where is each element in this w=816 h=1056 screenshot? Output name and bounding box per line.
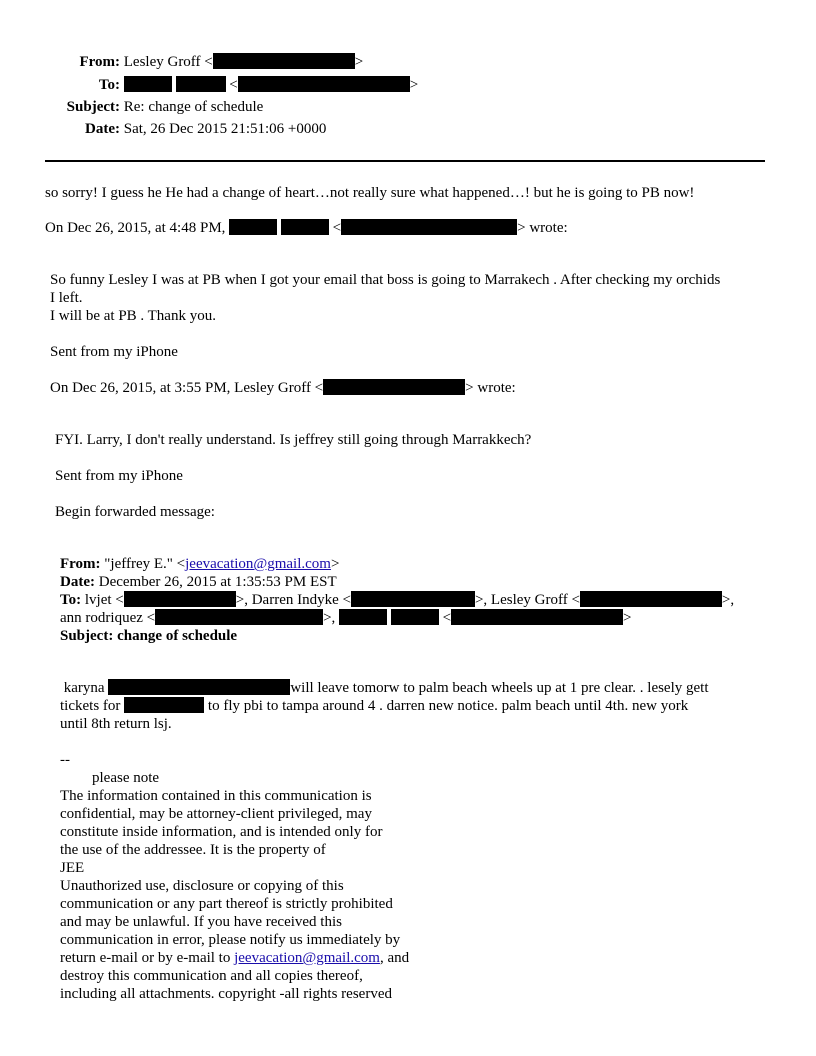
signature-line: confidential, may be attorney-client privileged, may [60,806,372,822]
fwd-date-row [60,573,337,591]
fwd-body-part: tickets for [60,698,121,714]
reply1-attrib-prefix: On Dec 26, 2015, at 4:48 PM, [45,220,226,236]
fwd-date-label: Date: [60,574,95,590]
reply1-body: so sorry! I guess he He had a change of heart…not really sure what happened…! but he is going to PB now! [45,185,695,201]
reply1-attrib-suffix: > wrote: [517,220,568,236]
reply2-attrib-prefix: On Dec 26, 2015, at 3:55 PM, Lesley Groff < [50,380,324,396]
redaction-box [124,76,172,92]
redaction-box [124,697,204,713]
signature-line: communication in error, please notify us immediately by [60,932,401,948]
reply2-line1: So funny Lesley I was at PB when I got your email that boss is going to Marrakech . After checking my orchids [50,272,721,288]
reply1-attrib-lt: < [328,220,342,236]
header-from-end: > [354,54,364,70]
fwd-subject-row [60,627,237,645]
header-divider [45,160,765,162]
header-subject-label: Subject: [66,99,120,115]
signature-line: and may be unlawful. If you have received this [60,914,342,930]
redaction-box [176,76,226,92]
signature-line: constitute inside information, and is intended only for [60,824,383,840]
signature-dashes: -- [60,752,70,768]
fwd-from-row [60,555,339,573]
redaction-box [451,609,623,625]
fwd-body-part: will leave tomorw to palm beach wheels up at 1 pre clear. . lesely gett [290,680,709,696]
fwd-from-label: From: [60,556,101,572]
reply2-attribution [50,379,516,397]
header-from-value: Lesley Groff < [123,54,213,70]
redaction-box [580,591,722,607]
fwd-to-part: >, Lesley Groff < [474,592,580,608]
fwd-from-end: > [330,556,340,572]
fwd-to-part: < [438,610,452,626]
signature-line: Unauthorized use, disclosure or copying of this [60,878,344,894]
header-from-row [42,53,363,71]
signature-line: destroy this communication and all copies thereof, [60,968,363,984]
signature-note: please note [92,770,160,786]
redaction-box [341,219,517,235]
header-date-row [42,120,326,138]
redaction-box [213,53,355,69]
header-date-value: Sat, 26 Dec 2015 21:51:06 +0000 [123,121,327,137]
signature-line: communication or any part thereof is strictly prohibited [60,896,393,912]
fwd-to-label: To: [60,592,82,608]
fwd-to-part: > [623,610,632,626]
reply1-attribution [45,219,568,237]
fwd-body-part: to fly pbi to tampa around 4 . darren new notice. palm beach until 4th. new york [207,698,689,714]
header-to-lt: < [225,77,238,93]
redaction-box [339,609,387,625]
fwd-to-row-2 [60,609,632,627]
signature-line: The information contained in this communication is [60,788,372,804]
fwd-date-value: December 26, 2015 at 1:35:53 PM EST [98,574,337,590]
header-to-end: > [409,77,419,93]
fwd-subject-value: change of schedule [117,628,238,644]
signature-return-prefix: return e-mail or by e-mail to [60,950,235,966]
signature-line: the use of the addressee. It is the property of [60,842,326,858]
fwd-from-email-link[interactable]: jeevacation@gmail.com [185,556,331,572]
signature-return-suffix: , and [379,950,410,966]
reply2-line2: I left. [50,290,83,306]
header-subject-row [42,98,263,116]
reply2-line3: I will be at PB . Thank you. [50,308,216,324]
signature-line: including all attachments. copyright -all rights reserved [60,986,392,1002]
reply3-begin-forwarded: Begin forwarded message: [55,504,215,520]
redaction-box [351,591,475,607]
fwd-to-part: lvjet < [84,592,124,608]
redaction-box [155,609,323,625]
redaction-box [108,679,290,695]
redaction-box [391,609,439,625]
fwd-body-line2 [60,697,688,715]
fwd-body-line1 [60,679,709,697]
redaction-box [229,219,277,235]
fwd-to-part: ann rodriquez < [60,610,156,626]
signature-email-link[interactable]: jeevacation@gmail.com [234,950,380,966]
header-date-label: Date: [85,121,120,137]
redaction-box [323,379,465,395]
redaction-box [124,591,236,607]
reply2-attrib-suffix: > wrote: [465,380,516,396]
redaction-box [281,219,329,235]
header-to-row [42,76,418,94]
fwd-from-name: "jeffrey E." < [104,556,186,572]
header-subject-value: Re: change of schedule [123,99,264,115]
header-from-label: From: [79,54,120,70]
fwd-to-part: >, Darren Indyke < [235,592,351,608]
fwd-subject-label: Subject: [60,628,114,644]
reply2-sent: Sent from my iPhone [50,344,178,360]
signature-line: JEE [60,860,85,876]
reply3-sent: Sent from my iPhone [55,468,183,484]
fwd-body-line3: until 8th return lsj. [60,716,172,732]
reply3-body: FYI. Larry, I don't really understand. Is jeffrey still going through Marrakkech? [55,432,532,448]
redaction-box [238,76,410,92]
fwd-body-part: karyna [63,680,105,696]
fwd-to-part: >, [323,610,336,626]
signature-return-line [60,949,409,967]
header-to-label: To: [98,77,120,93]
fwd-to-row [60,591,734,609]
fwd-to-part: >, [721,592,735,608]
